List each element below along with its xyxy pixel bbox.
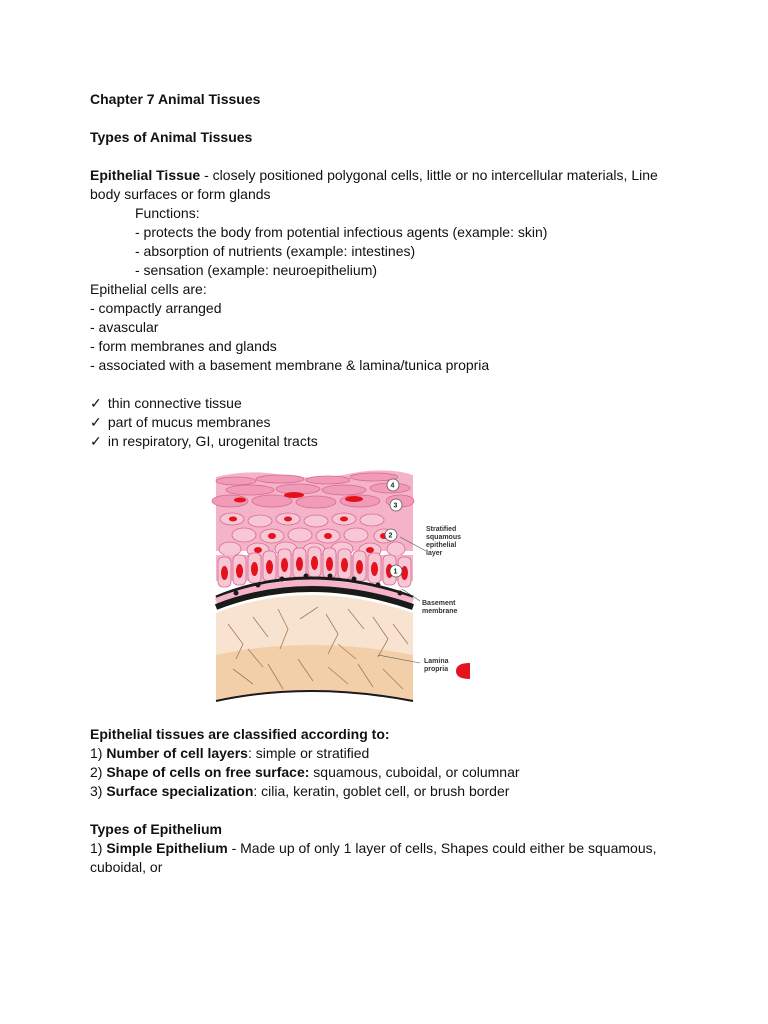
document-body [90,90,690,877]
classification-item [90,744,690,763]
checkmark-icon: ✓ [90,414,102,430]
stratified-label-2: squamous [426,534,462,541]
epithelium-diagram [188,459,470,715]
classification-item [90,763,690,782]
checklist-item [90,413,690,432]
epithelial-definition [90,166,690,204]
epithelium-diagram-svg [188,459,470,715]
cell-trait-item: - form membranes and glands [90,338,277,354]
function-item: - absorption of nutrients (example: intestines) [135,243,416,259]
lamina-label-2: propria [424,666,449,673]
item-text: : simple or stratified [247,745,370,761]
item-text: - Made up of only 1 layer of cells, Shapes could either be squamous, cuboidal, or [90,840,657,875]
checklist-text: in respiratory, GI, urogenital tracts [107,433,318,449]
checklist-item [90,432,690,451]
checklist-text: part of mucus membranes [107,414,271,430]
item-term: Simple Epithelium [106,840,228,856]
section-title: Types of Animal Tissues [90,129,253,145]
item-term: Surface specialization [106,783,254,799]
stratified-label-1: Stratified [426,526,457,533]
item-number: 1) [90,840,107,856]
item-text: squamous, cuboidal, or columnar [309,764,520,780]
layer-number-3: 3 [393,502,398,510]
checkmark-icon: ✓ [90,433,102,449]
types-heading: Types of Epithelium [90,821,222,837]
functions-heading: Functions: [135,205,200,221]
item-number: 2) [90,764,107,780]
cell-trait-item: - associated with a basement membrane & lamina/tunica propria [90,357,490,373]
lamina-label-1: Lamina [424,658,449,665]
layer-number-2: 2 [388,532,393,540]
epithelial-definition-text: - closely positioned polygonal cells, little or no intercellular materials, Line body surfaces or form glands [90,167,658,202]
classification-heading: Epithelial tissues are classified according to: [90,726,390,742]
checklist-item [90,394,690,413]
layer-number-1: 1 [393,568,398,576]
epithelial-term: Epithelial Tissue [90,167,201,183]
types-item [90,839,690,877]
cell-trait-item: - avascular [90,319,159,335]
basement-label-1: Basement [422,600,456,607]
item-term: Shape of cells on free surface: [106,764,310,780]
item-number: 1) [90,745,107,761]
item-number: 3) [90,783,107,799]
checklist-text: thin connective tissue [107,395,242,411]
stratified-label-3: epithelial [426,542,457,549]
function-item: - sensation (example: neuroepithelium) [135,262,378,278]
function-item: - protects the body from potential infectious agents (example: skin) [135,224,548,240]
cell-trait-item: - compactly arranged [90,300,222,316]
layer-number-4: 4 [390,482,395,490]
item-term: Number of cell layers [106,745,248,761]
classification-item [90,782,690,801]
basement-label-2: membrane [422,608,458,615]
stratified-label-4: layer [426,550,443,557]
checkmark-icon: ✓ [90,395,102,411]
cells-heading: Epithelial cells are: [90,281,207,297]
chapter-title: Chapter 7 Animal Tissues [90,91,261,107]
item-text: : cilia, keratin, goblet cell, or brush border [253,783,510,799]
